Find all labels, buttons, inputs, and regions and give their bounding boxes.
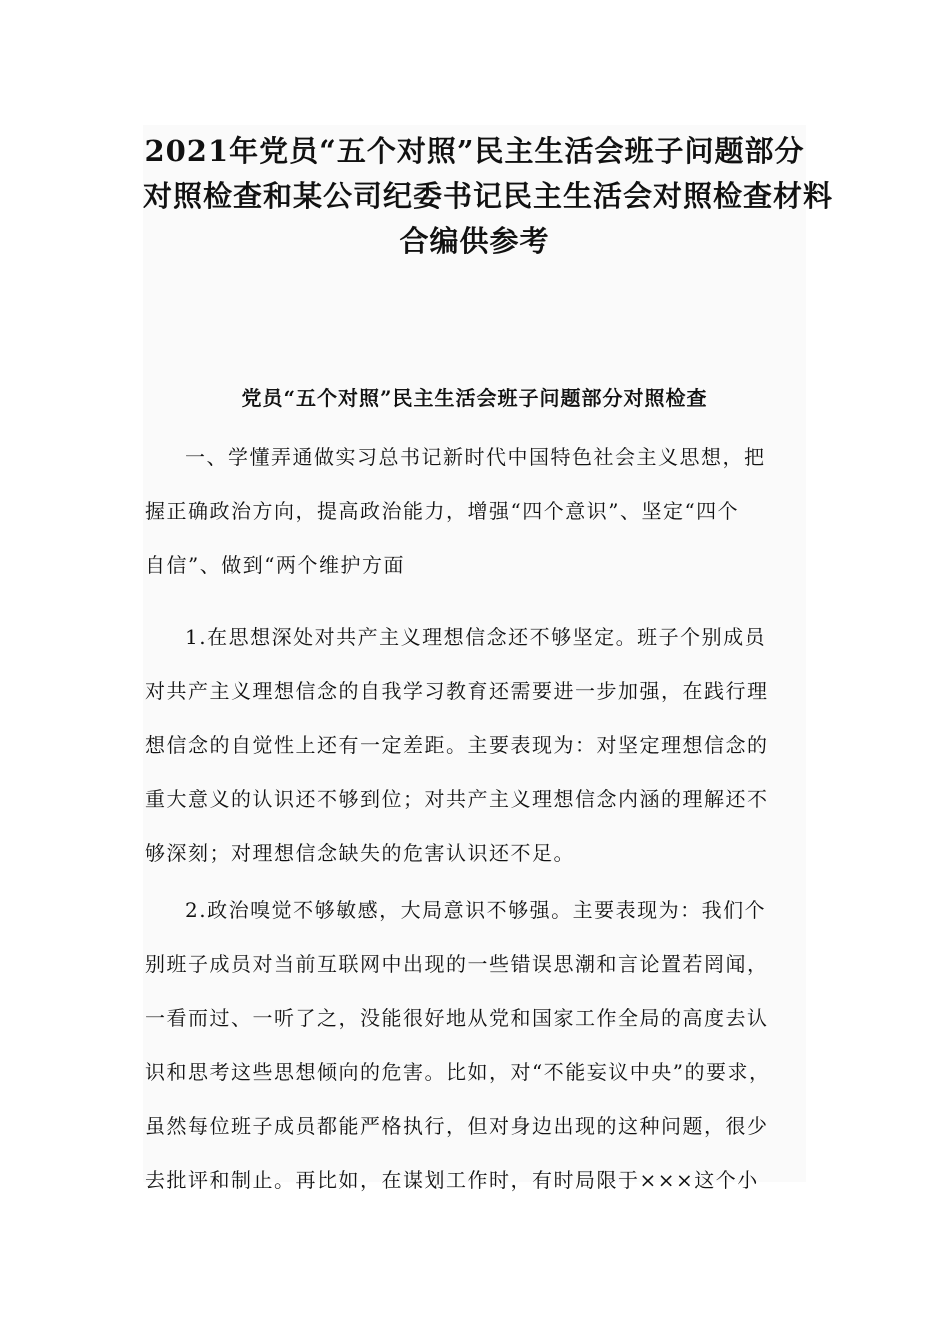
paragraph-line: 去批评和制止。再比如，在谋划工作时，有时局限于×××这个小 — [145, 1168, 759, 1192]
paragraph-line: 自信”、做到“两个维护方面 — [145, 553, 405, 577]
paragraph-line: 2.政治嗅觉不够敏感，大局意识不够强。主要表现为：我们个 — [185, 898, 767, 922]
paragraph-line: 别班子成员对当前互联网中出现的一些错误思潮和言论置若罔闻， — [145, 952, 769, 976]
paragraph-item-1 — [145, 610, 808, 880]
paragraph-section-one — [145, 430, 808, 592]
paragraph-line: 对共产主义理想信念的自我学习教育还需要进一步加强，在践行理 — [145, 679, 769, 703]
document-title — [143, 125, 834, 264]
paragraph-line: 一看而过、一听了之，没能很好地从党和国家工作全局的高度去认 — [145, 1006, 769, 1030]
paragraph-line: 握正确政治方向，提高政治能力，增强“四个意识”、坚定“四个 — [145, 499, 740, 523]
document-body — [143, 125, 834, 1192]
paragraph-line: 够深刻；对理想信念缺失的危害认识还不足。 — [145, 841, 575, 865]
paragraph-line: 重大意义的认识还不够到位；对共产主义理想信念内涵的理解还不 — [145, 787, 769, 811]
title-line: 对照检查和某公司纪委书记民主生活会对照检查材料 — [143, 179, 834, 213]
title-line: 2021年党员“五个对照”民主生活会班子问题部分 — [144, 134, 805, 168]
paragraph-line: 虽然每位班子成员都能严格执行，但对身边出现的这种问题，很少 — [145, 1114, 769, 1138]
paragraph-line: 一、学懂弄通做实习总书记新时代中国特色社会主义思想，把 — [185, 445, 766, 469]
paragraph-line: 1.在思想深处对共产主义理想信念还不够坚定。班子个别成员 — [185, 625, 767, 649]
section-heading: 党员“五个对照”民主生活会班子问题部分对照检查 — [241, 386, 708, 410]
paragraph-line: 识和思考这些思想倾向的危害。比如，对“不能妄议中央”的要求， — [145, 1060, 771, 1084]
paragraph-line: 想信念的自觉性上还有一定差距。主要表现为：对坚定理想信念的 — [145, 733, 769, 757]
title-line: 合编供参考 — [399, 224, 550, 258]
paragraph-item-2 — [145, 883, 808, 1207]
